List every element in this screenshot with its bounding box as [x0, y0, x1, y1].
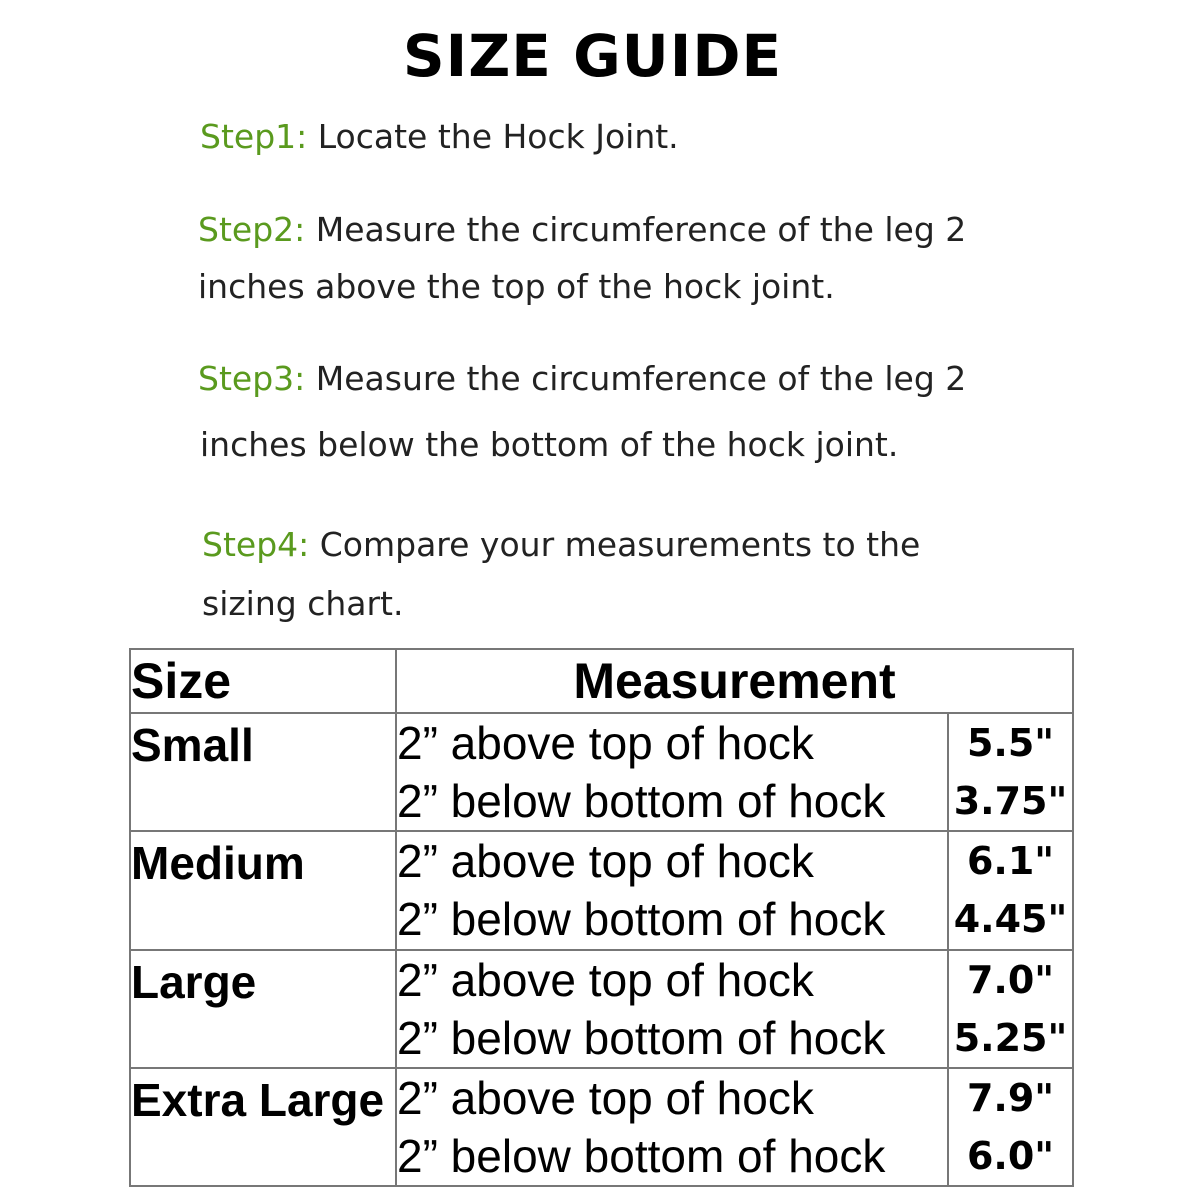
step-3-text-line2: inches below the bottom of the hock joint. [200, 425, 899, 464]
step-3 [198, 359, 967, 398]
above-value: 7.0" [966, 957, 1055, 1002]
below-description: 2” below bottom of hock [397, 775, 886, 827]
measurement-values [948, 831, 1073, 949]
table-row [130, 713, 1073, 831]
measurement-description [396, 713, 948, 831]
size-label: Medium [130, 831, 396, 949]
step-4-text: Compare your measurements to the [319, 525, 921, 564]
step-2-text: Measure the circumference of the leg 2 [315, 210, 967, 249]
below-description: 2” below bottom of hock [397, 1011, 886, 1064]
above-description: 2” above top of hock [397, 835, 814, 888]
table-row [130, 831, 1073, 949]
header-size: Size [130, 649, 396, 713]
below-value: 4.45" [953, 897, 1068, 942]
measurement-values [948, 713, 1073, 831]
below-description: 2” below bottom of hock [397, 1129, 886, 1182]
step-1-label: Step1: [200, 117, 308, 156]
above-value: 7.9" [966, 1075, 1055, 1120]
step-4-label: Step4: [202, 525, 310, 564]
measurement-description [396, 950, 948, 1068]
measurement-values [948, 950, 1073, 1068]
above-description: 2” above top of hock [397, 1071, 814, 1124]
table-row [130, 1068, 1073, 1186]
size-chart-table [129, 648, 1074, 1187]
below-value: 5.25" [953, 1015, 1068, 1060]
size-label: Large [130, 950, 396, 1068]
above-description: 2” above top of hock [397, 953, 814, 1006]
measurement-values [948, 1068, 1073, 1186]
header-measurement: Measurement [396, 649, 1073, 713]
above-value: 5.5" [966, 721, 1055, 765]
step-4-text-line2: sizing chart. [202, 584, 404, 623]
above-value: 6.1" [966, 839, 1055, 884]
size-label: Small [130, 713, 396, 831]
measurement-description [396, 1068, 948, 1186]
table-row [130, 950, 1073, 1068]
above-description: 2” above top of hock [397, 717, 814, 769]
step-2-label: Step2: [198, 210, 306, 249]
below-description: 2” below bottom of hock [397, 893, 886, 946]
size-label: Extra Large [130, 1068, 396, 1186]
page-title: SIZE GUIDE [402, 22, 783, 90]
step-1-text: Locate the Hock Joint. [317, 117, 679, 156]
below-value: 6.0" [966, 1133, 1055, 1178]
step-3-text: Measure the circumference of the leg 2 [315, 359, 967, 398]
step-1 [200, 117, 679, 156]
step-2-text-line2: inches above the top of the hock joint. [198, 267, 835, 306]
step-4 [202, 525, 921, 564]
measurement-description [396, 831, 948, 949]
step-3-label: Step3: [198, 359, 306, 398]
table-header-row [130, 649, 1073, 713]
below-value: 3.75" [953, 779, 1068, 823]
step-2 [198, 210, 967, 249]
